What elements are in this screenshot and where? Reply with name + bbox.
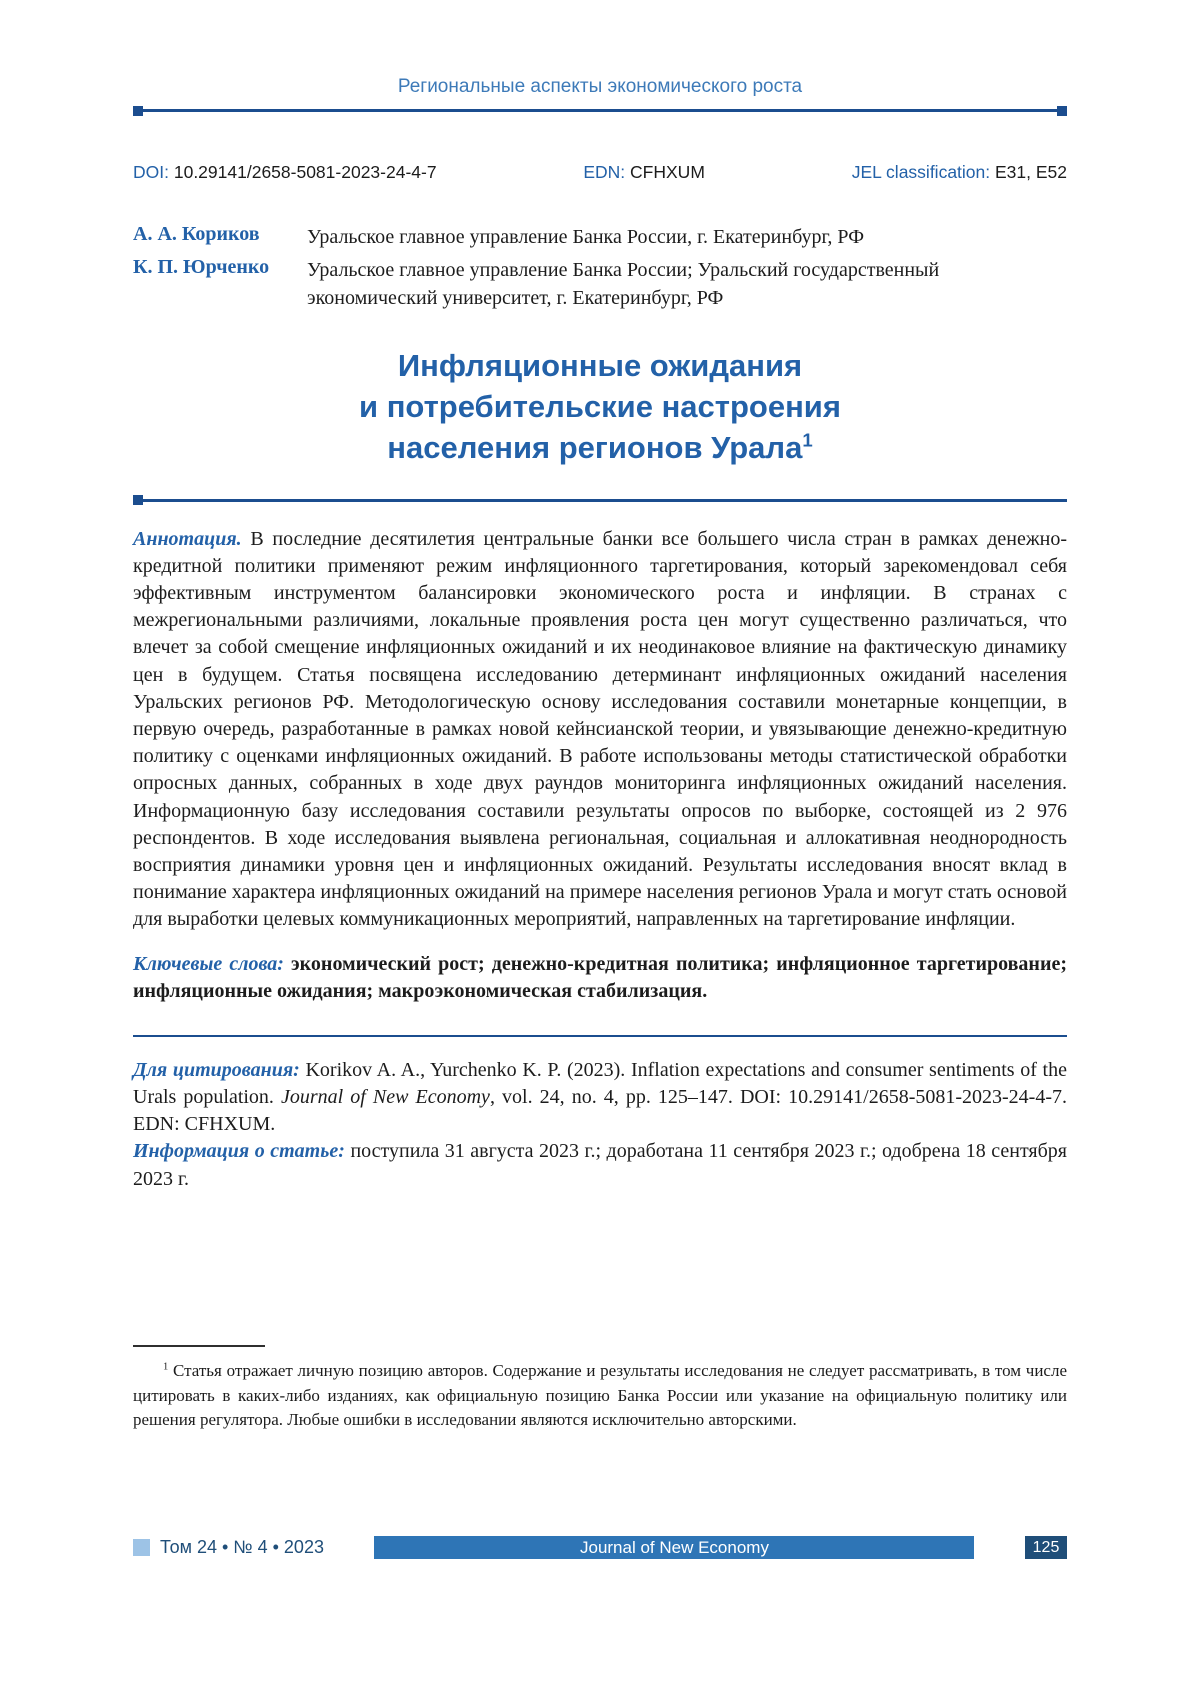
author-name: К. П. Юрченко <box>133 256 270 278</box>
footer-journal-name: Journal of New Economy <box>579 1537 769 1557</box>
article-meta <box>133 162 1067 183</box>
doi-label: DOI: <box>133 162 169 182</box>
rule-end-square-right <box>1057 106 1067 116</box>
article-title <box>133 346 1067 469</box>
page-footer <box>133 1536 1067 1559</box>
keywords-text: экономический рост; денежно-кредитная политика; инфляционное таргетирование; инфляционные ожидания; макроэкономическая стабилизация. <box>133 952 1068 1002</box>
title-line <box>133 428 1067 469</box>
running-head: Региональные аспекты экономического роста <box>397 76 803 97</box>
footnote-body: Статья отражает личную позицию авторов. Содержание и результаты исследования не следует рассматривать, в том числе цитировать в каких-либо изданиях, как официальную позицию Банка России или указание на официальную политику или решения регулятора. Любые ошибки в исследовании являются исключительно авторскими. <box>133 1361 1068 1430</box>
title-line-text: населения регионов Урала <box>387 429 803 465</box>
footer-volume-group <box>133 1537 324 1558</box>
edn-item <box>583 162 705 183</box>
citation-text-1: Korikov A. A., Yurchenko K. P. (2023). Inflation expectations and consumer sentiments of the Urals population. <box>133 1058 1067 1109</box>
article-info <box>133 1138 1067 1192</box>
footer-volume: Том 24 • № 4 • 2023 <box>160 1537 324 1557</box>
author-affiliation: Уральское главное управление Банка России; Уральский государственный экономический университет, г. Екатеринбург, РФ <box>307 259 940 309</box>
rule-end-square-left <box>133 495 143 505</box>
title-line: Инфляционные ожидания <box>397 348 803 383</box>
jel-label: JEL classification: <box>851 162 991 182</box>
article-info-text: поступила 31 августа 2023 г.; доработана 11 сентября 2023 г.; одобрена 18 сентября 2023 г. <box>133 1140 1068 1190</box>
title-footnote-ref: 1 <box>802 429 813 451</box>
footnote-rule <box>133 1345 265 1347</box>
keywords-label: Ключевые слова: <box>133 952 284 975</box>
doi-item <box>133 162 437 183</box>
citation-journal-name: Journal of New Economy <box>281 1086 490 1109</box>
footnote-block <box>133 1345 1067 1433</box>
keywords <box>133 951 1067 1005</box>
citation-label: Для цитирования: <box>133 1058 300 1081</box>
authors-block <box>133 223 1067 312</box>
rule-end-square-left <box>133 106 143 116</box>
citation-text-2: , vol. 24, no. 4, pp. 125–147. DOI: 10.29141/2658-5081-2023-24-4-7. EDN: CFHXUM. <box>133 1086 1067 1136</box>
footer-accent-square <box>133 1539 150 1556</box>
footnote-text <box>133 1359 1067 1433</box>
title-rule <box>133 499 1067 502</box>
header-rule <box>133 109 1067 112</box>
edn-value: CFHXUM <box>630 162 705 182</box>
title-line: и потребительские настроения <box>359 388 841 424</box>
author-row <box>133 256 1067 312</box>
page-number: 125 <box>1025 1536 1067 1559</box>
jel-value: E31, E52 <box>995 162 1067 182</box>
doi-value: 10.29141/2658-5081-2023-24-4-7 <box>173 162 437 182</box>
edn-label: EDN: <box>583 162 626 182</box>
footnote-mark: 1 <box>163 1361 169 1373</box>
author-row <box>133 223 1067 251</box>
citation <box>133 1057 1067 1139</box>
citation-rule <box>133 1035 1067 1037</box>
abstract-text: В последние десятилетия центральные банки все большего числа стран в рамках денежно-кредитной политики применяют режим инфляционного таргетирования, который зарекомендовал себя эффективным инструментом балансировки экономического роста и инфляции. В странах с межрегиональными различиями, локальные проявления роста цен могут существенно различаться, что влечет за собой смещение инфляционных ожиданий и их неодинаковое влияние на фактическую динамику цен в будущем. Статья посвящена исследованию детерминант инфляционных ожиданий населения Уральских регионов РФ. Методологическую основу исследования составили монетарные концепции, в первую очередь, разработанные в рамках новой кейнсианской теории, и увязывающие денежно-кредитную политику с оценками инфляционных ожиданий. В работе использованы методы статистической обработки опросных данных, собранных в ходе двух раундов мониторинга инфляционных ожиданий населения. Информационную базу исследования составили результаты опросов по выборке, состоящей из 2 976 респондентов. В ходе исследования выявлена региональная, социальная и аллокативная неоднородность восприятия динамики уровня цен и инфляционных ожиданий. Результаты исследования вносят вклад в понимание характера инфляционных ожиданий на примере населения регионов Урала и могут стать основой для выработки целевых коммуникационных мероприятий, направленных на таргетирование инфляции. <box>133 527 1068 931</box>
article-info-label: Информация о статье: <box>133 1140 345 1163</box>
footer-journal-bar <box>374 1536 974 1559</box>
abstract-label: Аннотация. <box>133 527 242 550</box>
author-affiliation: Уральское главное управление Банка России, г. Екатеринбург, РФ <box>307 226 865 248</box>
author-name: А. А. Кориков <box>133 223 260 245</box>
jel-item <box>852 162 1067 183</box>
abstract <box>133 526 1067 934</box>
